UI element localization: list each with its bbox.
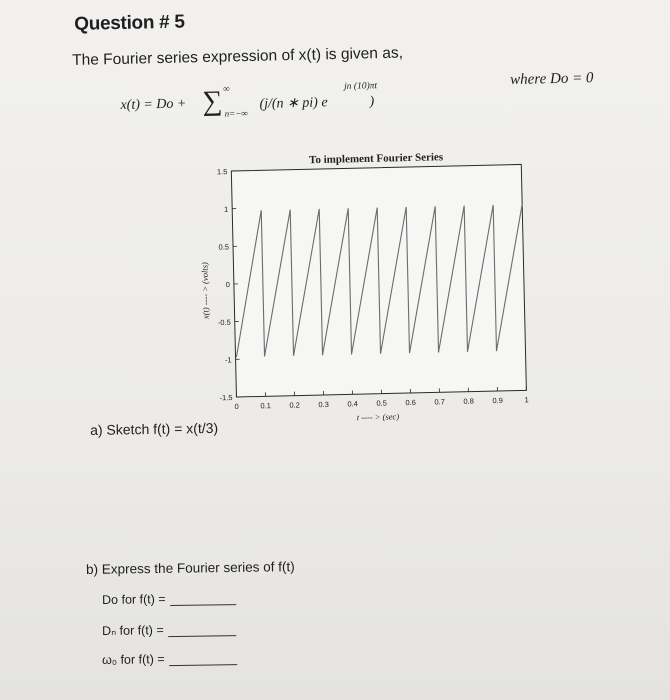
summation-sign: ∑ [202, 85, 223, 118]
x-tick-label: 0.7 [434, 397, 445, 407]
chart-title: To implement Fourier Series [308, 151, 444, 167]
formula-term-body: (j/(n ∗ pi) e [259, 95, 328, 112]
formula-exponent: jn (10)πt [344, 81, 378, 92]
dn-answer-blank[interactable] [168, 623, 236, 637]
y-tick-label: -1.5 [219, 393, 233, 403]
formula-close-paren: ) [369, 94, 375, 110]
x-tick-label: 1 [524, 395, 529, 405]
fourier-formula [120, 77, 421, 134]
y-tick-label: 1.5 [216, 167, 228, 177]
do-answer-blank[interactable] [170, 592, 236, 606]
x-tick-label: 0.4 [347, 399, 358, 409]
y-axis-label: x(t) ---- > (volts) [199, 262, 211, 320]
x-tick-label: 0.1 [260, 401, 271, 411]
y-tick-label: 0.5 [218, 242, 230, 252]
sawtooth-chart [183, 138, 549, 436]
y-tick-label: -0.5 [217, 317, 231, 328]
w0-answer-line [102, 651, 237, 667]
x-tick-label: 0.2 [289, 400, 300, 410]
x-axis-label: t ---- > (sec) [356, 411, 400, 423]
dn-label: Dₙ for f(t) = [102, 623, 164, 638]
part-b-prompt: b) Express the Fourier series of f(t) [86, 559, 295, 577]
x-tick-label: 0.6 [405, 397, 416, 408]
x-tick-label: 0.9 [492, 395, 503, 406]
where-clause: where Do = 0 [510, 70, 594, 88]
dn-answer-line [102, 621, 236, 638]
formula-term [259, 93, 374, 113]
question-intro: The Fourier series expression of x(t) is given as, [72, 44, 404, 69]
chart-figure [183, 138, 549, 436]
do-label: Do for f(t) = [102, 592, 166, 607]
formula-lhs: x(t) = Do + [120, 96, 187, 113]
question-title: Question # 5 [74, 11, 185, 35]
do-answer-line [102, 591, 236, 607]
y-tick-label: 1 [223, 204, 229, 214]
x-tick-label: 0.5 [376, 398, 387, 408]
y-tick-label: -1 [224, 355, 232, 365]
x-tick-label: 0 [234, 401, 239, 412]
y-tick-label: 0 [225, 280, 231, 290]
w0-answer-blank[interactable] [169, 652, 237, 666]
sum-upper-limit: ∞ [223, 83, 230, 94]
w0-label: ω₀ for f(t) = [102, 652, 165, 667]
sum-lower-limit: n=−∞ [224, 108, 248, 119]
part-a-prompt: a) Sketch f(t) = x(t/3) [90, 419, 219, 438]
x-tick-label: 0.3 [318, 399, 329, 410]
x-tick-label: 0.8 [463, 396, 474, 406]
